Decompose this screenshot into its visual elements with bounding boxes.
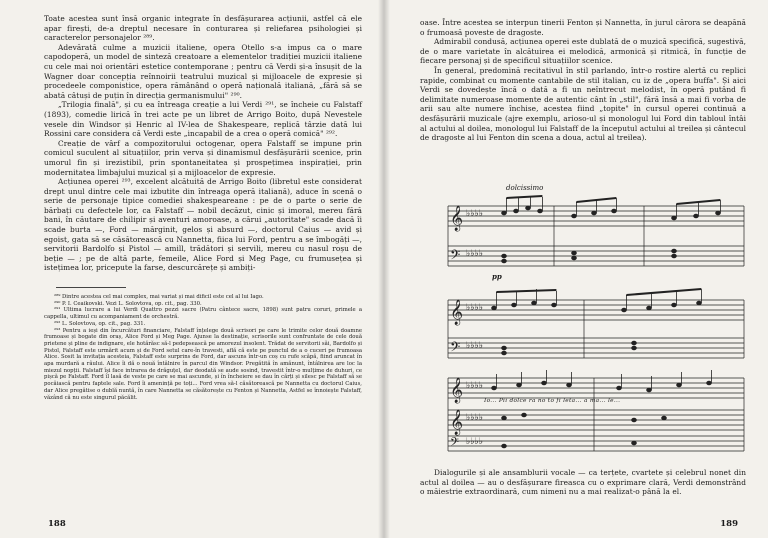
paragraph: Acțiunea operei ²⁹³, excelent alcătuită de Arrigo Boito (libretul este considerat drept unul dintre cele mai izbutite din întreaga operă italiană), aduce în scenă o serie de personaje tipice comediei shakespeareane : pe de o parte o serie de bărbați cu defectele lor, ca Falstaff — nobil decăzut, cinic și imoral, mereu fără bani, în căutare de chilipir și aventuri amoroase, a cărui „autoritate" scade dacă îi scade burta —, Ford — mărginit, gelos și absurd —, doctorul Caius — avid și egoist, gata să se căsătorească cu Nannetta, fiica lui Ford, pentru a se îmbogăți —, servitorii Bardolfo și Pistol — amill, trădători și servili, mereu cu nasul roșu de beție — ; pe de altă parte, femeile, Alice Ford și Meg Page, cu frumusețea și istețimea lor, pricepute la farse, descurcărețe și ambiți- <box>44 177 362 273</box>
music-score-example <box>434 184 750 454</box>
svg-text:♭♭♭♭: ♭♭♭♭ <box>466 381 483 391</box>
footnote: ²⁹⁰ P. I. Ceaikovski. Vezi L. Solovtova, op. cit., pag. 330. <box>54 300 202 307</box>
paragraph: Adevărată culme a muzicii italiene, opera Otello s-a impus ca o mare capodoperă, un model de sinteză creatoare a elementelor tradiției muzicii italiene cu cele mai noi orientări estetice contemporane ; pentru că Verdi și-a însușit de la Wagner doar concepția reînnoirii teatrului muzical și mijloacele de expresie și procedeele componistice, opera rămânând o operă națională italiană, „fără să se abată câtuși de puțin în direcția germanismului" ²⁹⁰. <box>44 42 362 100</box>
score-notation <box>434 192 750 454</box>
svg-text:𝄞: 𝄞 <box>450 300 464 325</box>
footnote: ²⁹¹ Ultima lucrare a lui Verdi Quattro pezzi sacre (Patru cântece sacre, 1898) sunt patru coruri, primele a cappella, ultimul cu acompaniament de orchestră. <box>44 307 362 321</box>
svg-text:♭♭♭♭: ♭♭♭♭ <box>466 437 483 447</box>
book-gutter <box>378 0 390 538</box>
footnote: ²⁸⁹ Dintre acestea cel mai complex, mai variat și mai dificil este cel al lui Iago. <box>54 294 264 301</box>
right-text-column <box>420 18 746 143</box>
svg-text:𝄢: 𝄢 <box>450 436 460 452</box>
svg-text:𝄢: 𝄢 <box>450 339 461 358</box>
svg-text:♭♭♭♭: ♭♭♭♭ <box>466 303 483 313</box>
svg-text:𝄞: 𝄞 <box>450 206 464 231</box>
score-lyrics: Io... Pii dolce ra no to fi leta... a ma... le... <box>484 398 621 404</box>
paragraph: „Trilogia finală", și cu ea întreaga creație a lui Verdi ²⁹¹, se încheie cu Falstaff (1893), comedie lirică în trei acte pe un libret de Arrigo Boito, după Nevestele vesele din Windsor și Henric al IV-lea de Shakespeare, replică târzie dată lui Rossini care considera că Verdi este „incapabil de a crea o operă comică" ²⁹². <box>44 100 362 139</box>
svg-text:♭♭♭♭: ♭♭♭♭ <box>466 413 483 423</box>
footnote-divider <box>56 287 126 288</box>
left-text-column <box>44 14 362 401</box>
paragraph: Toate acestea sunt însă organic integrate în desfășurarea acțiunii, astfel că ele apar firești, de-a dreptul necesare în conturarea și reliefarea psihologiei și caracterelor personajelor ²⁸⁹. <box>44 14 362 43</box>
page-number: 189 <box>720 519 738 529</box>
svg-text:𝄞: 𝄞 <box>450 410 464 435</box>
paragraph: Admirabil condusă, acțiunea operei este dublată de o muzică specifică, sugestivă, de o mare varietate în alcătuirea ei melodică, armonică și ritmică, în funcție de fiecare personaj și de specificul situațiilor scenice. <box>420 37 746 66</box>
svg-text:𝄢: 𝄢 <box>450 247 461 266</box>
svg-text:♭♭♭♭: ♭♭♭♭ <box>466 249 483 259</box>
svg-text:♭♭♭♭: ♭♭♭♭ <box>466 341 483 351</box>
svg-text:♭♭♭♭: ♭♭♭♭ <box>466 209 483 219</box>
dynamic-marking: pp <box>492 272 502 281</box>
footnote: ²⁹² L. Solovtova, op. cit., pag. 331. <box>54 320 146 327</box>
paragraph: Creație de vârf a compozitorului octogenar, opera Falstaff se impune prin comicul suculent al situațiilor, prin verva și dinamismul desfășurării scenice, prin umorul fin și irezistibil, prin spontaneitatea și prospețimea inspirației, prin modernitatea limbajului muzical și a mijloacelor de expresie. <box>44 138 362 177</box>
page-number: 188 <box>48 519 66 529</box>
paragraph: Dialogurile și ale ansamblurii vocale — ca terțete, cvartete și celebrul nonet din actul al doilea — au o desfășurare fireasca cu o exprimare clară, Verdi demonstrând o măiestrie extraordinară, cum nimeni nu a mai realizat-o până la el. <box>420 468 746 497</box>
paragraph: În general, predomină recitativul în stil parlando, într-o rostire alertă cu replici rapide, combinat cu momente cantabile de stil italian, cu iz de „opera buffa". Și aici Verdi se dovedește încă o dată a fi un neîntrecut melodist, în operă putând fi delimitate numeroase momente de autentic cânt în „stil", fără însă a mai fi vorba de arii sau alte numere închise, acestea fiind „topite" în cursul operei continuă a desfășurării muzicale (ajre exemplu, arioso-ul și monologul lui Ford din tabloul întâi al actului al doilea, monologul lui Falstaff de la începutul actului al treilea și cântecul de dragoste al lui Fenton din scena a doua, actul al treilea). <box>420 65 746 143</box>
svg-text:𝄞: 𝄞 <box>450 378 464 403</box>
footnote: ²⁹³ Pentru a ieși din încurcături financiare, Falstaff înțelege două scrisori pe care le trimite celor două doamne frumoase și bogate din oraș, Alice Ford și Meg Page. Ajunse la destinație, scrisorile sunt confruntate de cele două prietene și pline de indignare, ele hotărăsc să-l pedepsească pe amorezul insolent. Trădat de servitorii săi, Bardolfo și Pistol, Falstaff este urmărit acum și de Ford setul care-în travesti, află că este pe punctul de a o cuceri pe frumoasa Alice. Sosit la invitația acesteia, Falstaff este surprins de Ford, dar ascuns într-un coș cu rufe scăpă, fiind aruncat în apa murdară a râului. Alice îi dă o nouă întâlnire în parcul din Windsor. Pregătită în amănunt, întâlnirea are loc la miezul nopții. Falstaff își face intrarea de drăguțel, dar deodată se aude sosind, travestit într-o mulțime de duhuri, ce pișcă pe Falstaff. Ford îl lasă de veste pe care se mai ascunde, și în încheiere se dau în cărți și silesc pe Falstaff să se pocăiască pentru faptele sale. Ford îi amenință pe toți... Ford vrea să-l căsătorească pe Nannetta cu doctorul Caius, dar Alice pregătise o dublă nuntă, în care Nannetta se căsătorește cu Fenton și Nannetta, Astfel se înnoiește Falstaff, văzând că nu este singurul păcălit. <box>44 327 362 401</box>
right-page <box>384 0 768 538</box>
paragraph: oase. Între acestea se interpun tinerii Fenton și Nannetta, în jurul cărora se deapănă o frumoasă poveste de dragoste. <box>420 18 746 37</box>
right-bottom-text <box>420 468 746 497</box>
tempo-marking: dolcissimo <box>506 184 544 192</box>
